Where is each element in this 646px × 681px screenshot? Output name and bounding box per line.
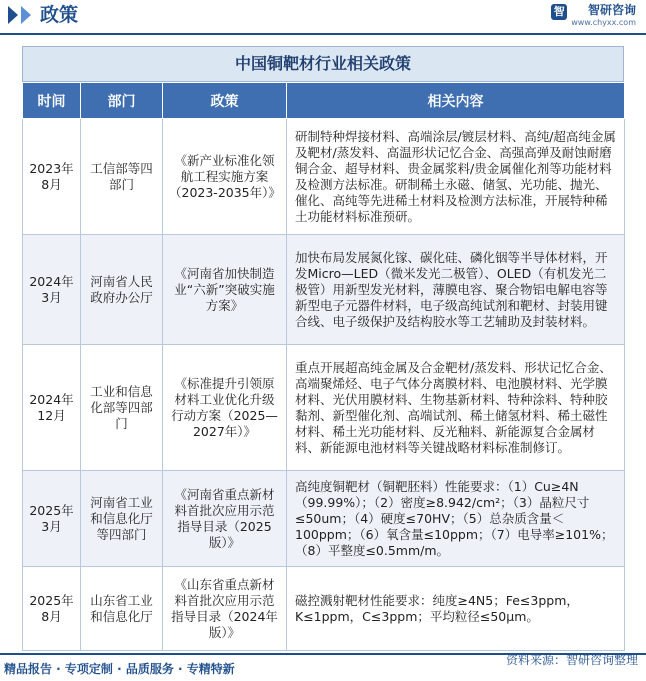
cell-time: 2025年8月 xyxy=(23,567,81,651)
table-row xyxy=(23,471,625,567)
table-header-row xyxy=(23,83,625,119)
footer-source: 资料来源：智研咨询整理 xyxy=(505,653,638,667)
cell-content: 重点开展超高纯金属及合金靶材/蒸发料、形状记忆合金、高端聚烯烃、电子气体分离膜材料、电池膜材料、光学膜材料、光伏用膜材料、生物基新材料、特种涂料、特种胶黏剂、新型催化剂、高端试剂、稀土储氢材料、稀土磁性材料、稀土光功能材料、反光釉料、新能源复合金属材料、新能源电池材料等关键战略材料标准制修订。 xyxy=(287,345,625,471)
policy-table xyxy=(22,82,625,651)
table-row xyxy=(23,119,625,235)
cell-policy: 《山东省重点新材料首批次应用示范指导目录（2024年版）》 xyxy=(163,567,287,651)
header-bar xyxy=(0,0,646,30)
policy-table-container xyxy=(22,46,624,651)
section-title: 政策 xyxy=(40,4,79,26)
table-row xyxy=(23,345,625,471)
column-header-dept: 部门 xyxy=(81,83,163,119)
cell-policy: 《新产业标准化领航工程实施方案（2023-2035年）》 xyxy=(163,119,287,235)
table-row xyxy=(23,567,625,651)
cell-dept: 工业和信息化部等四部门 xyxy=(81,345,163,471)
cell-dept: 山东省工业和信息化厅 xyxy=(81,567,163,651)
cell-content: 研制特种焊接材料、高端涂层/镀层材料、高纯/超高纯金属及靶材/蒸发料、高温形状记忆合金、高强高弹及耐蚀耐磨铜合金、超导材料、贵金属浆料/贵金属催化剂等功能材料及检测方法标准。研制稀土永磁、储氢、光功能、抛光、催化、高纯等先进稀土材料及检测方法标准，开展特种稀土功能材料标准预研。 xyxy=(287,119,625,235)
cell-time: 2023年8月 xyxy=(23,119,81,235)
logo-url: www.chyxx.com xyxy=(571,18,636,27)
cell-dept: 工信部等四部门 xyxy=(81,119,163,235)
table-title: 中国铜靶材行业相关政策 xyxy=(22,46,624,82)
table-row xyxy=(23,235,625,345)
cell-policy: 《河南省重点新材料首批次应用示范指导目录（2025版）》 xyxy=(163,471,287,567)
cell-content: 加快布局发展氮化镓、碳化硅、磷化铟等半导体材料，开发Micro—LED（微米发光二极管）、OLED（有机发光二极管）用新型发光材料，薄膜电容、聚合物铝电解电容等新型电子元器件材料，电子级高纯试剂和靶材、封装用键合线、电子级保护及结构胶水等工艺辅助及封装材料。 xyxy=(287,235,625,345)
cell-time: 2024年3月 xyxy=(23,235,81,345)
footer-slogan: 精品报告 · 专项定制 · 品质服务 · 专精特新 xyxy=(4,662,235,676)
cell-time: 2025年3月 xyxy=(23,471,81,567)
cell-content: 高纯度铜靶材（铜靶胚料）性能要求：（1）Cu≥4N（99.99%）；（2）密度≥8.942/cm²；（3）晶粒尺寸≤50um；（4）硬度≤70HV；（5）总杂质含量＜100ppm；（6）氧含量≤10ppm；（7）电导率≥101%；（8）平整度≤0.5mm/m。 xyxy=(287,471,625,567)
logo-name: 智研咨询 xyxy=(587,3,636,17)
column-header-policy: 政策 xyxy=(163,83,287,119)
cell-policy: 《河南省加快制造业“六新”突破实施方案》 xyxy=(163,235,287,345)
cell-policy: 《标准提升引领原材料工业优化升级行动方案（2025—2027年）》 xyxy=(163,345,287,471)
column-header-content: 相关内容 xyxy=(287,83,625,119)
header-divider xyxy=(0,33,646,35)
column-header-time: 时间 xyxy=(23,83,81,119)
header-diamond-icon-light xyxy=(21,6,31,24)
cell-dept: 河南省人民政府办公厅 xyxy=(81,235,163,345)
header-diamond-icon xyxy=(8,6,18,24)
logo-icon: 智 xyxy=(551,4,567,20)
cell-time: 2024年12月 xyxy=(23,345,81,471)
brand-logo xyxy=(551,3,636,29)
cell-content: 磁控溅射靶材性能要求：纯度≥4N5；Fe≤3ppm，K≤1ppm，C≤3ppm；平均粒径≤50μm。 xyxy=(287,567,625,651)
cell-dept: 河南省工业和信息化厅等四部门 xyxy=(81,471,163,567)
